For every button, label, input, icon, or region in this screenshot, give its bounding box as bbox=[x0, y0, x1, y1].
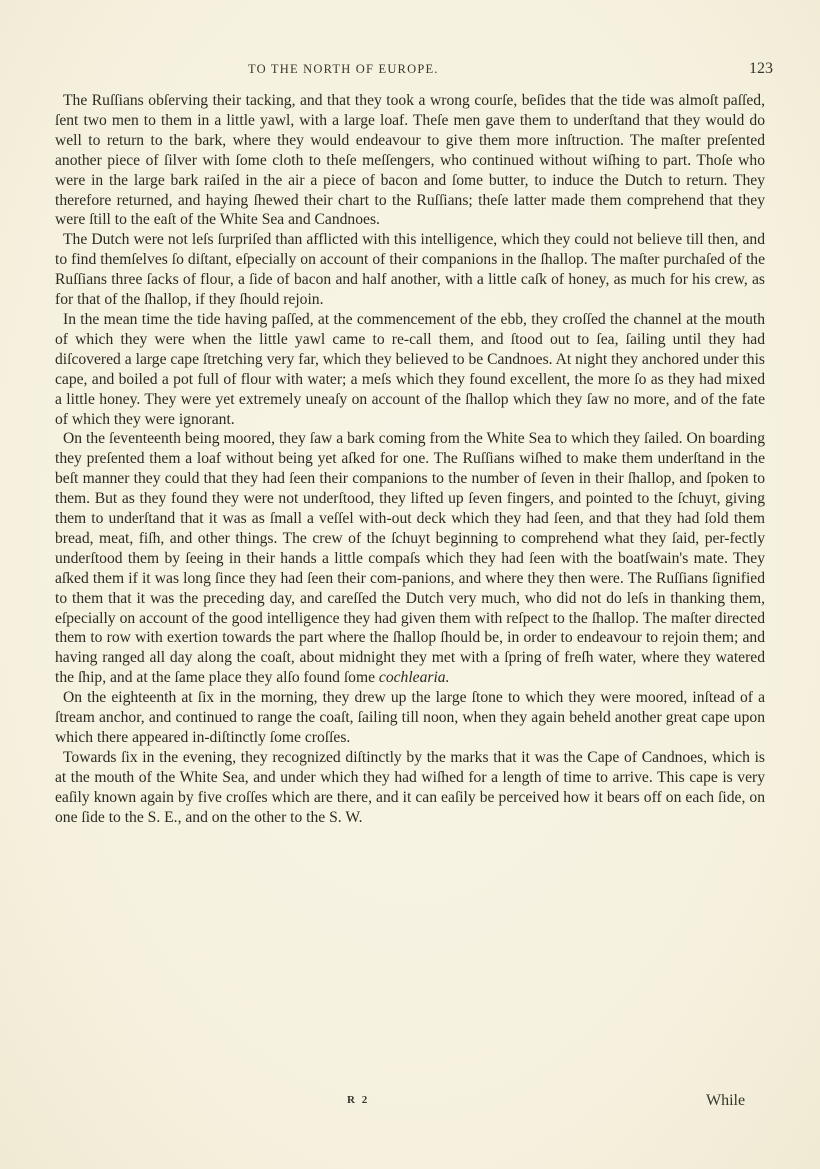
catchword: While bbox=[706, 1092, 746, 1109]
paragraph-4-text: On the ſeventeenth being moored, they ſaw a bark coming from the White Sea to which they ſailed. On boarding they preſented them a loaf without being yet aſked for one. The Ruſſians wiſhed to make them underſtand in the beſt manner they could that they had ſeen their companions to the number of ſeven in their ſhallop, and ſpoken to them. But as they found they were not underſtood, they lifted up ſeven fingers, and pointed to the ſchuyt, giving them to underſtand that it was as ſmall a veſſel with-out deck which they had ſeen, and that they had ſold them bread, meat, fiſh, and other things. The crew of the ſchuyt beginning to comprehend what they ſaid, per-fectly underſtood them by ſeeing in their hands a little compaſs which they had ſeen with the boatſwain's mate. They aſked them if it was long ſince they had ſeen their com-panions, and where they then were. The Ruſſians ſignified to them that it was the preceding day, and careſſed the Dutch very much, who did not do leſs in thanking them, eſpecially on account of the good intelligence they had given them with reſpect to the ſhallop. The maſter directed them to row with exertion towards the part where the ſhallop ſhould be, in order to endeavour to rejoin them; and having ranged all day along the coaſt, about midnight they met with a ſpring of freſh water, where they watered the ſhip, and at the ſame place they alſo found ſome bbox=[55, 430, 765, 687]
paragraph-4 bbox=[55, 429, 765, 688]
body-text bbox=[55, 91, 765, 828]
paragraph-5: On the eighteenth at ſix in the morning, they drew up the large ſtone to which they were moored, inſtead of a ſtream anchor, and continued to range the coaſt, ſailing till noon, when they again beheld another great cape upon which there appeared in-diſtinctly ſome croſſes. bbox=[55, 689, 765, 746]
signature-mark: R 2 bbox=[347, 1094, 370, 1106]
paragraph-2: The Dutch were not leſs ſurpriſed than afflicted with this intelligence, which they could not believe till then, and to find themſelves ſo diſtant, eſpecially on account of their companions in the ſhallop. The maſter purchaſed of the Ruſſians three ſacks of flour, a ſide of bacon and half another, with a little caſk of honey, as much for his crew, as for that of the ſhallop, if they ſhould rejoin. bbox=[55, 231, 765, 309]
running-title: TO THE NORTH OF EUROPE. bbox=[248, 62, 439, 76]
paragraph-1: The Ruſſians obſerving their tacking, and that they took a wrong courſe, beſides that the tide was almoſt paſſed, ſent two men to them in a little yawl, with a large loaf. Theſe men gave them to underſtand that they would do well to return to the bark, where they would endeavour to give them more inſtruction. The maſter preſented another piece of ſilver with ſome cloth to theſe meſſengers, who continued without wiſhing to part. Thoſe who were in the large bark raiſed in the air a piece of bacon and ſome butter, to induce the Dutch to return. They therefore returned, and haying ſhewed their chart to the Ruſſians; theſe latter made them comprehend that they were ſtill to the eaſt of the White Sea and Candnoes. bbox=[55, 92, 765, 229]
paragraph-6: Towards ſix in the evening, they recognized diſtinctly by the marks that it was the Cape of Candnoes, which is at the mouth of the White Sea, and under which they had wiſhed for a length of time to arrive. This cape is very eaſily known again by five croſſes which are there, and it can eaſily be perceived how it bears off on each ſide, on one ſide to the S. E., and on the other to the S. W. bbox=[55, 748, 765, 826]
page-number: 123 bbox=[749, 60, 773, 77]
page-footer bbox=[0, 1092, 820, 1116]
paragraph-3: In the mean time the tide having paſſed, at the commencement of the ebb, they croſſed the channel at the mouth of which they were when the little yawl came to re-call them, and ſtood out to ſea, ſailing until they had diſcovered a large cape ſtretching very far, which they believed to be Candnoes. At night they anchored under this cape, and boiled a pot full of flour with water; a meſs which they found excellent, the more ſo as they had mixed a little honey. They were yet extremely uneaſy on account of the ſhallop which they ſaw no more, and of the fate of which they were ignorant. bbox=[55, 310, 765, 428]
running-head bbox=[0, 60, 820, 84]
italic-term: cochlearia. bbox=[378, 669, 450, 687]
